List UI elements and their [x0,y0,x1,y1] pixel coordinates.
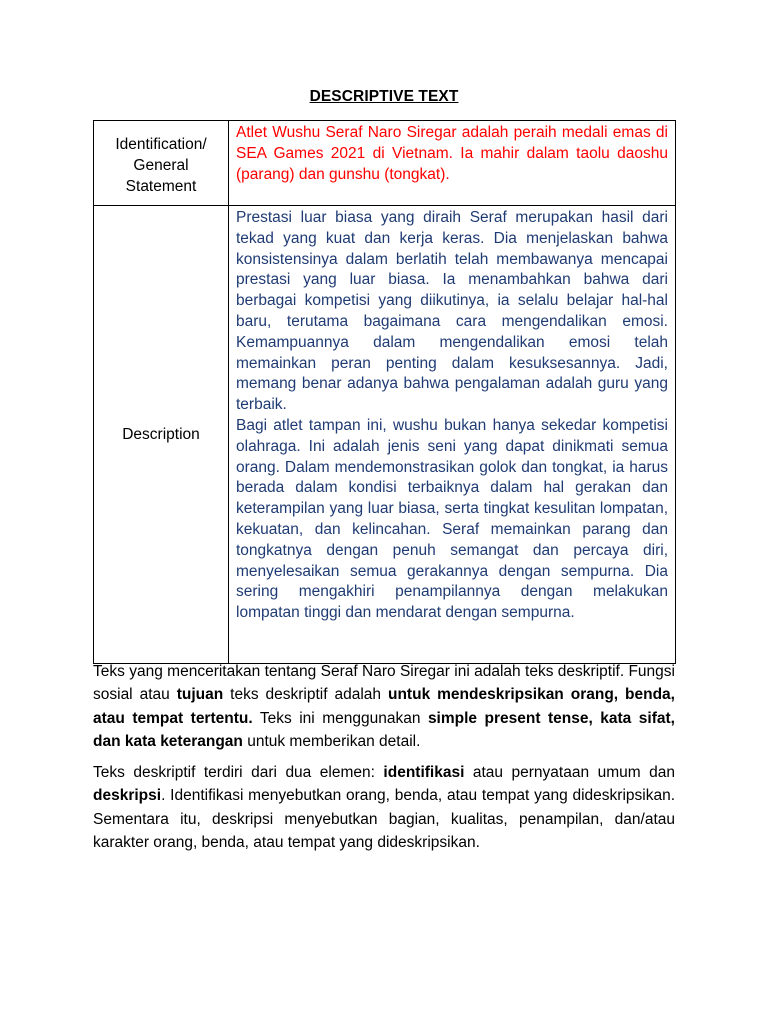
table-row-description [94,206,676,664]
description-paragraph-2: Bagi atlet tampan ini, wushu bukan hanya sekedar kompetisi olahraga. Ini adalah jenis seni yang dapat dinikmati semua orang. Dalam mendemonstrasikan golok dan tongkat, ia harus berada dalam kondisi terbaiknya dalam hal gerakan dan keterampilan yang luar biasa, serta tingkat kesulitan lompatan, kekuatan, dan kelincahan. Seraf memainkan parang dan tongkatnya dengan penuh semangat dan percaya diri, menyelesaikan semua gerakannya dengan sempurna. Dia sering mengakhiri penampilannya dengan melakukan lompatan tinggi dan mendarat dengan sempurna. [236,416,668,622]
p2-text-3: . Identifikasi menyebutkan orang, benda, atau tempat yang dideskripsikan. Sementara itu, deskripsi menyebutkan bagian, kualitas, penampilan, dan/atau karakter orang, benda, atau tempat yang dideskripsikan. [93,787,675,852]
table-row-identification [94,121,676,206]
description-paragraph-1: Prestasi luar biasa yang diraih Seraf merupakan hasil dari tekad yang kuat dan kerja keras. Dia menjelaskan bahwa konsistensinya dalam berlatih telah membawanya mencapai prestasi yang luar biasa. Ia menambahkan bahwa dari berbagai kompetisi yang diikutinya, ia selalu belajar hal-hal baru, terutama bagaimana cara mengendalikan emosi. Kemampuannya dalam mengendalikan emosi telah memainkan peran penting dalam kesuksesannya. Jadi, memang benar adanya bahwa pengalaman adalah guru yang terbaik. [236,209,668,414]
p1-bold-2: untuk mendeskripsikan orang, benda, atau tempat tertentu. [93,686,675,727]
p1-bold-1: tujuan [176,686,224,704]
p1-text-4: untuk memberikan detail. [242,733,421,751]
explanation-paragraph-1 [93,660,675,754]
p2-bold-1: identifikasi [383,764,465,781]
p1-text-1: Teks yang menceritakan tentang Seraf Naro Siregar ini adalah teks deskriptif. Fungsi sosial atau [93,663,675,704]
description-text [229,206,676,664]
description-label: Description [94,206,229,664]
explanation-paragraph-2 [93,761,675,855]
p2-bold-2: deskripsi [93,787,162,805]
identification-label: Identification/ General Statement [94,121,229,206]
p1-text-2: teks deskriptif adalah [223,686,388,704]
p2-text-1: Teks deskriptif terdiri dari dua elemen: [93,764,384,781]
p1-bold-3: simple present tense, kata sifat, dan kata keterangan [93,709,675,751]
identification-text: Atlet Wushu Seraf Naro Siregar adalah peraih medali emas di SEA Games 2021 di Vietnam. Ia mahir dalam taolu daoshu (parang) dan gunshu (tongkat). [229,121,676,206]
p2-text-2: atau pernyataan umum dan [464,764,675,781]
p1-text-3: Teks ini menggunakan [252,709,428,727]
document-title: DESCRIPTIVE TEXT [309,88,459,105]
descriptive-text-table [93,120,676,664]
